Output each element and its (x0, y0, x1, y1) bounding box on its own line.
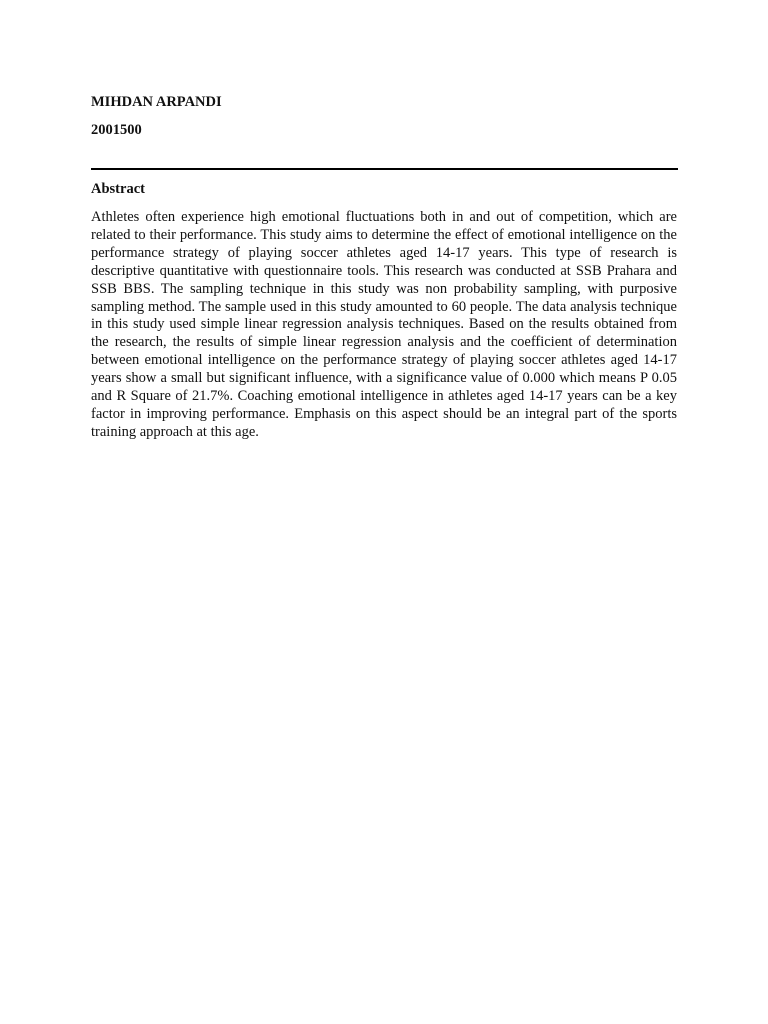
abstract-heading: Abstract (91, 181, 145, 197)
author-block (91, 93, 678, 139)
abstract-body: Athletes often experience high emotional fluctuations both in and out of competition, which are related to their performance. This study aims to determine the effect of emotional intelligence on the performance strategy of playing soccer athletes aged 14-17 years. This type of research is descriptive quantitative with questionnaire tools. This research was conducted at SSB Prahara and SSB BBS. The sampling technique in this study was non probability sampling, with purposive sampling method. The sample used in this study amounted to 60 people. The data analysis technique in this study used simple linear regression analysis techniques. Based on the results obtained from the research, the results of simple linear regression analysis and the coefficient of determination between emotional intelligence on the performance strategy of playing soccer athletes aged 14-17 years show a small but significant influence, with a significance value of 0.000 which means P 0.05 and R Square of 21.7%. Coaching emotional intelligence in athletes aged 14-17 years can be a key factor in improving performance. Emphasis on this aspect should be an integral part of the sports training approach at this age. (91, 209, 677, 440)
horizontal-divider (91, 168, 678, 170)
author-name: MIHDAN ARPANDI (91, 94, 222, 110)
author-id: 2001500 (91, 122, 142, 138)
